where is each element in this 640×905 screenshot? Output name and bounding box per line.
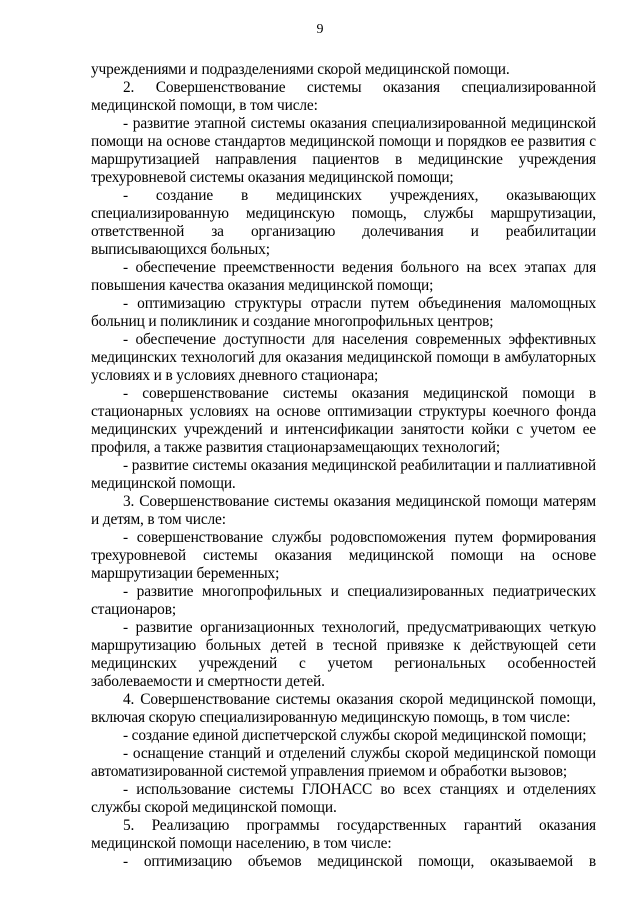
list-item: - совершенствование системы оказания медицинской помощи в стационарных условиях на основе оптимизации структуры коечного фонда медицинских учреждений и интенсификации занятости койки с учетом ее профиля, а также развития стационарзамещающих технологий; — [91, 385, 596, 456]
list-item: - обеспечение доступности для населения современных эффективных медицинских технологий для оказания медицинской помощи в амбулаторных условиях и в условиях дневного стационара; — [91, 331, 596, 384]
list-item: - обеспечение преемственности ведения больного на всех этапах для повышения качества оказания медицинской помощи; — [91, 259, 596, 294]
list-item: - создание в медицинских учреждениях, оказывающих специализированную медицинскую помощь, службы маршрутизации, ответственной за организацию долечивания и реабилитации выписывающихся больных; — [91, 187, 596, 258]
list-item: - совершенствование службы родовспоможения путем формирования трехуровневой системы оказания медицинской помощи на основе маршрутизации беременных; — [91, 529, 596, 582]
document-body — [91, 61, 596, 871]
list-item: - оснащение станций и отделений службы скорой медицинской помощи автоматизированной системой управления приемом и обработки вызовов; — [91, 745, 596, 780]
list-item: - использование системы ГЛОНАСС во всех станциях и отделениях службы скорой медицинской помощи. — [91, 781, 596, 816]
list-item: - оптимизацию объемов медицинской помощи, оказываемой в — [123, 853, 596, 870]
section-3-heading: 3. Совершенствование системы оказания медицинской помощи матерям и детям, в том числе: — [91, 493, 596, 528]
list-item: - развитие многопрофильных и специализированных педиатрических стационаров; — [91, 583, 596, 618]
list-item: - создание единой диспетчерской службы скорой медицинской помощи; — [123, 727, 587, 744]
section-4-heading: 4. Совершенствование системы оказания скорой медицинской помощи, включая скорую специализированную медицинскую помощь, в том числе: — [91, 691, 596, 726]
list-item: - развитие организационных технологий, предусматривающих четкую маршрутизацию больных детей в тесной привязке к действующей сети медицинских учреждений с учетом региональных особенностей заболеваемости и смертности детей. — [91, 619, 596, 690]
list-item: - развитие этапной системы оказания специализированной медицинской помощи на основе стандартов медицинской помощи и порядков ее развития с маршрутизацией направления пациентов в медицинские учреждения трехуровневой системы оказания медицинской помощи; — [91, 115, 596, 186]
paragraph-continuation: учреждениями и подразделениями скорой медицинской помощи. — [91, 61, 510, 78]
section-2-heading: 2. Совершенствование системы оказания специализированной медицинской помощи, в том числе: — [91, 79, 596, 114]
section-5-heading: 5. Реализацию программы государственных гарантий оказания медицинской помощи населению, в том числе: — [91, 817, 596, 852]
page-number: 9 — [316, 22, 324, 37]
list-item: - развитие системы оказания медицинской реабилитации и паллиативной медицинской помощи. — [91, 457, 596, 492]
list-item: - оптимизацию структуры отрасли путем объединения маломощных больниц и поликлиник и создание многопрофильных центров; — [91, 295, 596, 330]
